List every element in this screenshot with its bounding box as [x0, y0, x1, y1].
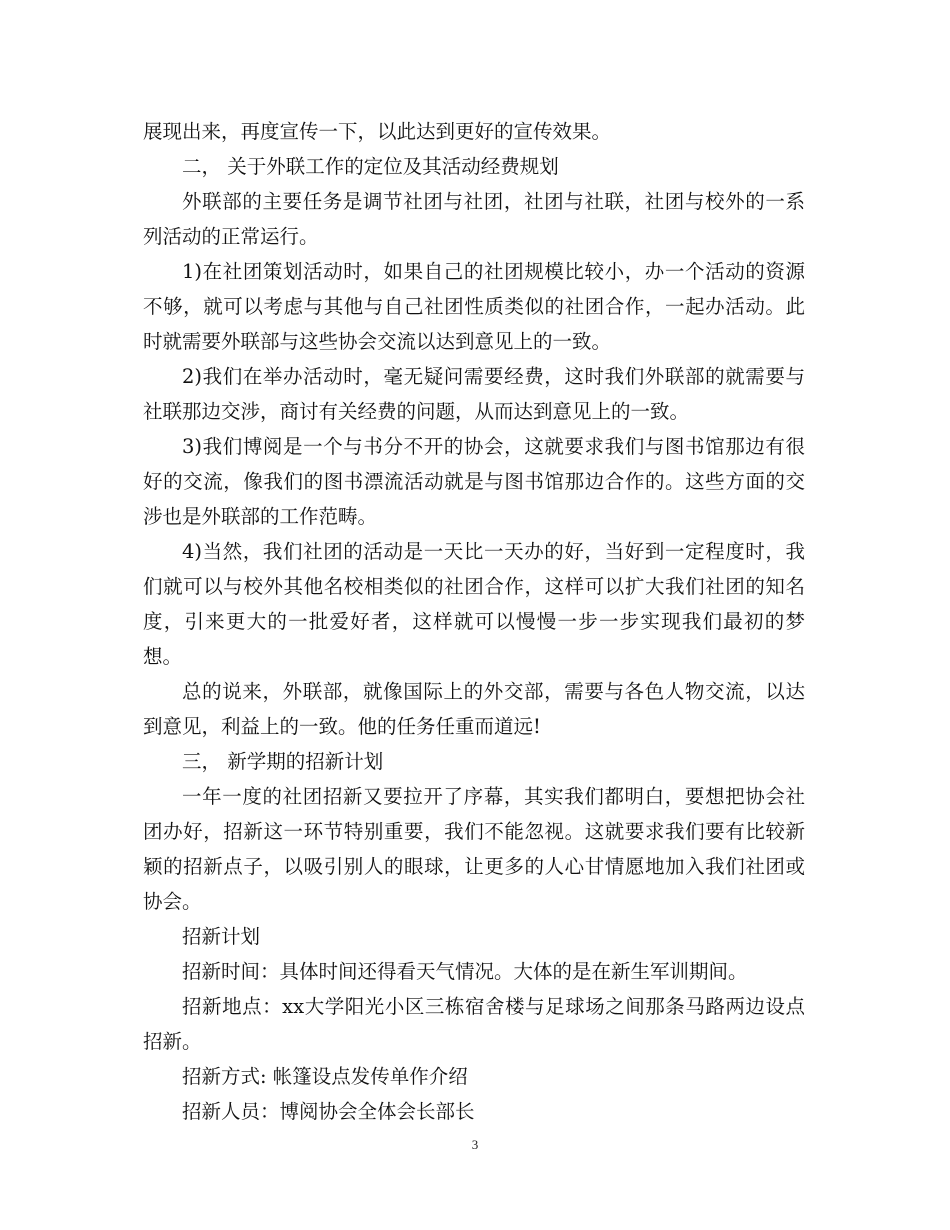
section-heading-2: 二， 关于外联工作的定位及其活动经费规划: [182, 155, 559, 178]
section-heading-3: 三， 新学期的招新计划: [182, 750, 384, 773]
recruitment-method: 招新方式: 帐篷设点发传单作介绍: [182, 1065, 468, 1088]
paragraph-liaison-role: 外联部的主要任务是调节社团与社团，社团与社联，社团与校外的一系列活动的正常运行。: [143, 190, 805, 248]
list-item-3: 3)我们博阅是一个与书分不开的协会，这就要求我们与图书馆那边有很好的交流，像我们的图书漂流活动就是与图书馆那边合作的。这些方面的交涉也是外联部的工作范畴。: [143, 435, 805, 528]
document-body: [143, 114, 805, 1129]
paragraph-summary: 总的说来，外联部，就像国际上的外交部，需要与各色人物交流，以达到意见，利益上的一致。他的任务任重而道远!: [143, 680, 805, 738]
recruitment-time: 招新时间：具体时间还得看天气情况。大体的是在新生军训期间。: [182, 960, 748, 983]
list-item-4: 4)当然，我们社团的活动是一天比一天办的好，当好到一定程度时，我们就可以与校外其他名校相类似的社团合作，这样可以扩大我们社团的知名度，引来更大的一批爱好者，这样就可以慢慢一步一步实现我们最初的梦想。: [143, 540, 805, 668]
list-item-2: 2)我们在举办活动时，毫无疑问需要经费，这时我们外联部的就需要与社联那边交涉，商讨有关经费的问题，从而达到意见上的一致。: [143, 365, 805, 423]
recruitment-staff: 招新人员：博阅协会全体会长部长: [182, 1100, 475, 1123]
recruitment-location: 招新地点：xx大学阳光小区三栋宿舍楼与足球场之间那条马路两边设点招新。: [143, 995, 805, 1053]
paragraph-continuation: 展现出来，再度宣传一下，以此达到更好的宣传效果。: [143, 120, 612, 143]
paragraph-recruitment-intro: 一年一度的社团招新又要拉开了序幕，其实我们都明白，要想把协会社团办好，招新这一环节特别重要，我们不能忽视。这就要求我们要有比较新颖的招新点子，以吸引别人的眼球，让更多的人心甘情愿地加入我们社团或协会。: [143, 785, 805, 913]
page-number: 3: [471, 1137, 479, 1152]
list-item-1: 1)在社团策划活动时，如果自己的社团规模比较小，办一个活动的资源不够，就可以考虑与其他与自己社团性质类似的社团合作，一起办活动。此时就需要外联部与这些协会交流以达到意见上的一致。: [143, 260, 805, 353]
recruitment-plan-heading: 招新计划: [182, 925, 261, 948]
